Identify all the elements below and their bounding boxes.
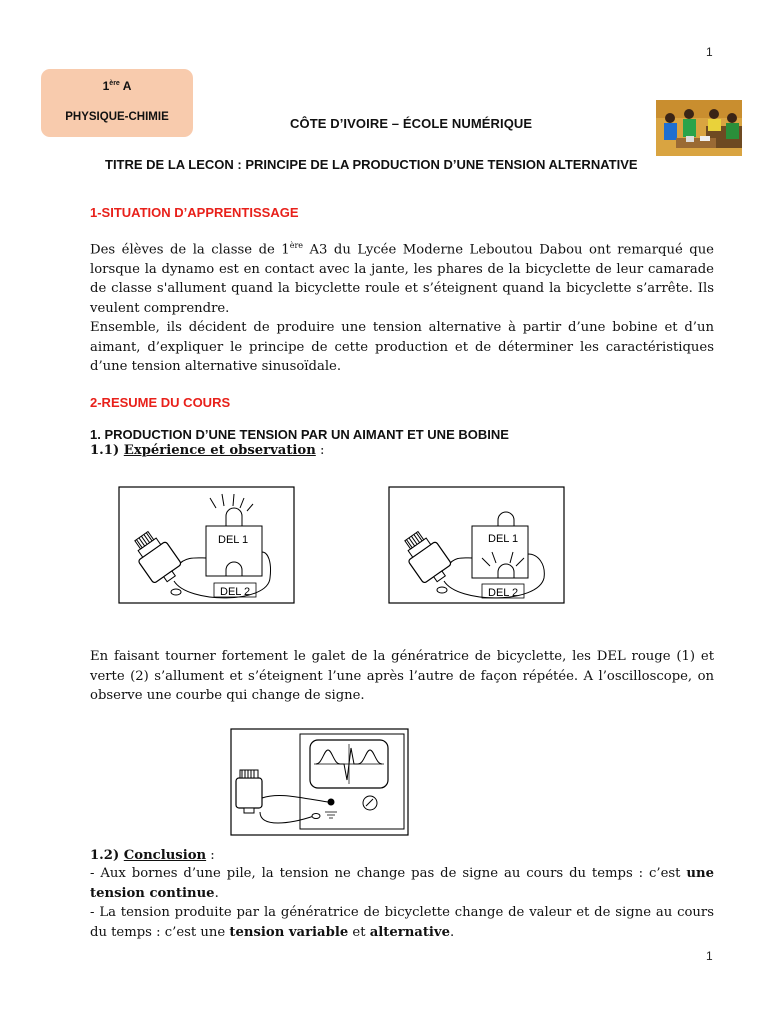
page-number-top: 1 (706, 45, 713, 59)
situation-paragraph-2: Ensemble, ils décident de produire une tension alternative à partir d’une bobine et d’un aimant, d’expliquer le principe de cette production et de déterminer les caractéristiques d’une tension alternative sinusoïdale. (90, 320, 714, 375)
led2-label: DEL 2 (220, 586, 251, 598)
lesson-title: TITRE DE LA LECON : PRINCIPE DE LA PRODUCTION D’UNE TENSION ALTERNATIVE (105, 157, 638, 172)
observation-text: En faisant tourner fortement le galet de la génératrice de bicyclette, les DEL rouge (1) et verte (2) s’allument et s’éteignent l’une après l’autre de façon répétée. A l’oscilloscope, on observe une courbe qui change de signe. (90, 649, 714, 703)
conclusion-text (90, 864, 714, 942)
experiment-figure-left (118, 486, 296, 606)
oscilloscope-figure (230, 728, 410, 838)
section-heading-resume: 2-RESUME DU COURS (90, 395, 231, 410)
led1-label: DEL 1 (218, 534, 249, 546)
subsection-1-2-title: 1.2) Conclusion : (90, 848, 215, 863)
situation-text (90, 236, 714, 377)
school-header: CÔTE D’IVOIRE – ÉCOLE NUMÉRIQUE (290, 116, 533, 131)
experiment-figure-right (388, 486, 566, 606)
subject-label: PHYSIQUE-CHIMIE (65, 111, 169, 123)
classroom-photo (656, 100, 742, 156)
class-level: 1ère A (102, 79, 132, 93)
conclusion-line-1: - Aux bornes d’une pile, la tension ne change pas de signe au cours du temps : c’est une tension continue. (90, 866, 714, 901)
page-number-bottom: 1 (706, 949, 713, 963)
subsection-1-1-title: 1.1) Expérience et observation : (90, 443, 325, 458)
led2-label-right: DEL 2 (488, 587, 519, 599)
subsection-1-title: 1. PRODUCTION D’UNE TENSION PAR UN AIMANT ET UNE BOBINE (90, 427, 509, 442)
situation-paragraph-1: Des élèves de la classe de 1ère A3 du Lycée Moderne Leboutou Dabou ont remarqué que lorsque la dynamo est en contact avec la jante, les phares de la bicyclette de leur camarade de classe s'allument quand la bicyclette roule et s’éteignent quand la bicyclette s’arrête. Ils veulent comprendre. (90, 241, 714, 316)
level-subject-badge (41, 69, 193, 137)
led1-label-right: DEL 1 (488, 533, 519, 545)
section-heading-situation: 1-SITUATION D’APPRENTISSAGE (90, 205, 299, 220)
conclusion-line-2: - La tension produite par la génératrice de bicyclette change de valeur et de signe au cours du temps : c’est une tension variable et alternative. (90, 905, 714, 940)
